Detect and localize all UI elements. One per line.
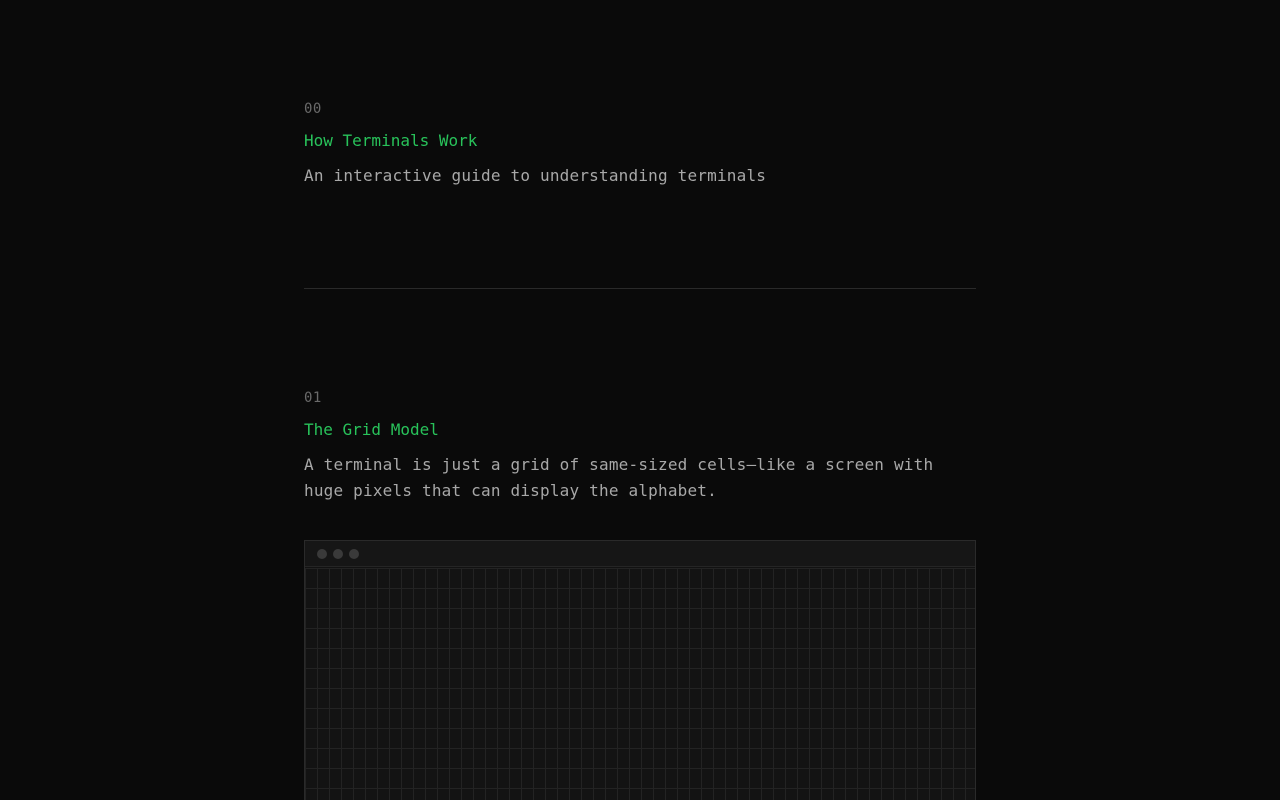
section-grid-model: [304, 389, 976, 504]
terminal-demo[interactable]: [304, 540, 976, 800]
window-dot-icon: [333, 549, 343, 559]
section-divider: [304, 288, 976, 289]
terminal-titlebar: [305, 541, 975, 567]
section-intro: [304, 100, 976, 189]
window-dot-icon: [349, 549, 359, 559]
section-number: 01: [304, 390, 322, 406]
section-number: 00: [304, 101, 322, 117]
terminal-cell-grid[interactable]: [305, 568, 975, 800]
section-title: How Terminals Work: [304, 131, 478, 150]
section-description: An interactive guide to understanding terminals: [304, 166, 767, 185]
window-dot-icon: [317, 549, 327, 559]
section-title: The Grid Model: [304, 420, 439, 439]
section-description: A terminal is just a grid of same-sized cells—like a screen with huge pixels that can display the alphabet.: [304, 455, 934, 500]
